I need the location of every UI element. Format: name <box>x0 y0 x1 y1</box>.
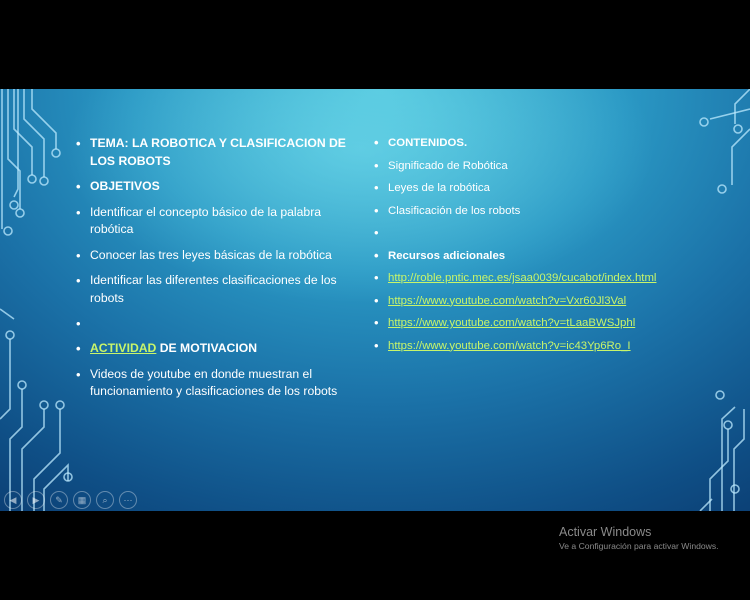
right-bullet-list <box>374 135 674 354</box>
more-options-icon[interactable]: ⋯ <box>119 491 137 509</box>
previous-slide-icon[interactable]: ◀ <box>4 491 22 509</box>
resource-link-youtube-2[interactable]: https://www.youtube.com/watch?v=tLaaBWSJphl <box>388 317 636 329</box>
left-column <box>76 135 366 409</box>
resource-item <box>374 293 674 309</box>
watermark-title: Activar Windows <box>559 525 652 539</box>
resource-link-roble[interactable]: http://roble.pntic.mec.es/jsaa0039/cucabot/index.html <box>388 272 657 284</box>
pen-icon[interactable]: ✎ <box>50 491 68 509</box>
objectives-heading: • OBJETIVOS <box>76 178 366 196</box>
topic-heading: • TEMA: LA ROBOTICA Y CLASIFICACION DE LOS ROBOTS <box>76 135 366 170</box>
activity-heading <box>76 340 366 358</box>
objective-item: • Identificar el concepto básico de la palabra robótica <box>76 204 366 239</box>
empty-bullet <box>374 225 674 241</box>
videos-item: • Videos de youtube en donde muestran el funcionamiento y clasificaciones de los robots <box>76 366 366 401</box>
left-bullet-list <box>76 135 366 401</box>
slides-grid-icon[interactable]: ▦ <box>73 491 91 509</box>
right-column <box>374 135 674 360</box>
contents-item: • Clasificación de los robots <box>374 203 674 219</box>
activation-watermark <box>559 524 719 553</box>
contents-item: • Significado de Robótica <box>374 158 674 174</box>
slideshow-toolbar <box>4 491 137 509</box>
zoom-icon[interactable]: ⌕ <box>96 491 114 509</box>
objective-item: • Conocer las tres leyes básicas de la robótica <box>76 247 366 265</box>
objective-item: • Identificar las diferentes clasificaciones de los robots <box>76 272 366 307</box>
resources-heading: • Recursos adicionales <box>374 248 674 264</box>
resource-link-youtube-1[interactable]: https://www.youtube.com/watch?v=Vxr60Jl3Val <box>388 294 627 307</box>
resource-item <box>374 338 674 354</box>
watermark-subtitle: Ve a Configuración para activar Windows. <box>559 541 719 551</box>
presentation-slide <box>0 89 750 511</box>
activity-link[interactable]: ACTIVIDAD <box>90 341 157 355</box>
next-slide-icon[interactable]: ▶ <box>27 491 45 509</box>
empty-bullet <box>76 315 366 332</box>
contents-item: • Leyes de la robótica <box>374 180 674 196</box>
resource-item <box>374 315 674 331</box>
resource-item <box>374 270 674 286</box>
resource-link-youtube-3[interactable]: https://www.youtube.com/watch?v=ic43Yp6Ro_I <box>388 339 631 352</box>
activity-heading-rest: DE MOTIVACION <box>156 341 258 355</box>
contents-heading: • CONTENIDOS. <box>374 135 674 151</box>
